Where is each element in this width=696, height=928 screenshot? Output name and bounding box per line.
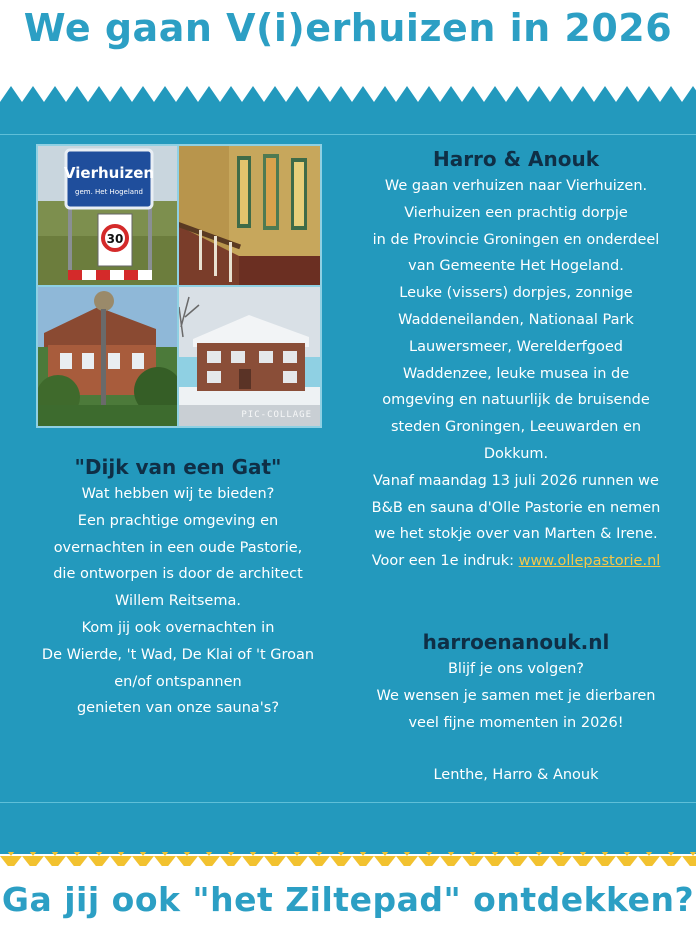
pic-collage-watermark: PIC-COLLAGE <box>241 410 312 420</box>
link-prefix: Voor een 1e indruk: <box>371 553 519 570</box>
right-line: steden Groningen, Leeuwarden en <box>390 419 642 436</box>
right-line: Waddenzee, leuke musea in de <box>402 365 630 382</box>
left-line: overnachten in een oude Pastorie, <box>53 539 303 556</box>
website-link[interactable]: www.ollepastorie.nl <box>518 553 661 570</box>
sign-sub-text: gem. Het Hogeland <box>75 188 143 196</box>
right-bottom-column <box>356 628 676 789</box>
right-line: Vierhuizen een prachtig dorpje <box>404 204 628 221</box>
right-line: We gaan verhuizen naar Vierhuizen. <box>384 178 648 194</box>
left-line: en/of ontspannen <box>114 673 242 690</box>
right-line: Dokkum. <box>483 445 549 462</box>
right-line: Leuke (vissers) dorpjes, zonnige <box>399 285 633 302</box>
speed-limit-text: 30 <box>106 232 124 246</box>
right-line: B&B en sauna d'Olle Pastorie en nemen <box>371 499 661 516</box>
pastorie-winter-photo <box>179 287 320 426</box>
footer-title: Ga jij ook "het Ziltepad" ontdekken? <box>1 880 695 919</box>
signature: Lenthe, Harro & Anouk <box>433 767 599 784</box>
left-line: Willem Reitsema. <box>115 593 241 610</box>
sign-town-text: Vierhuizen <box>63 164 155 182</box>
left-line: De Wierde, 't Wad, De Klai of 't Groan <box>41 646 315 663</box>
pastorie-summer-photo <box>38 287 177 426</box>
town-sign-photo <box>38 146 177 285</box>
divider-top <box>0 134 696 135</box>
photo-collage <box>36 144 322 428</box>
divider-bottom <box>0 802 696 803</box>
right-line: omgeving en natuurlijk de bruisende <box>382 392 650 409</box>
left-line: die ontworpen is door de architect <box>53 566 303 583</box>
right-line: van Gemeente Het Hogeland. <box>408 258 624 275</box>
left-line: genieten van onze sauna's? <box>76 700 280 717</box>
right-text-column <box>356 145 676 575</box>
right-heading: Harro & Anouk <box>432 147 600 171</box>
right-line: Lauwersmeer, Werelderfgoed <box>409 338 623 355</box>
left-text-column <box>18 453 338 722</box>
site-line: veel fijne momenten in 2026! <box>408 714 624 731</box>
right-line: Vanaf maandag 13 juli 2026 runnen we <box>373 472 659 489</box>
page-title: We gaan V(i)erhuizen in 2026 <box>23 6 673 50</box>
link-line <box>356 548 676 575</box>
right-line: we het stokje over van Marten & Irene. <box>374 526 658 543</box>
site-line: We wensen je samen met je dierbaren <box>376 687 656 704</box>
left-heading: "Dijk van een Gat" <box>74 455 282 479</box>
left-line: Kom jij ook overnachten in <box>81 619 275 636</box>
right-line: in de Provincie Groningen en onderdeel <box>372 231 660 248</box>
site-heading: harroenanouk.nl <box>422 630 610 654</box>
left-line: Wat hebben wij te bieden? <box>81 486 275 502</box>
site-line: Blijf je ons volgen? <box>447 661 585 677</box>
left-line: Een prachtige omgeving en <box>77 512 279 529</box>
stairwell-photo <box>179 146 320 285</box>
right-line: Waddeneilanden, Nationaal Park <box>398 311 634 328</box>
